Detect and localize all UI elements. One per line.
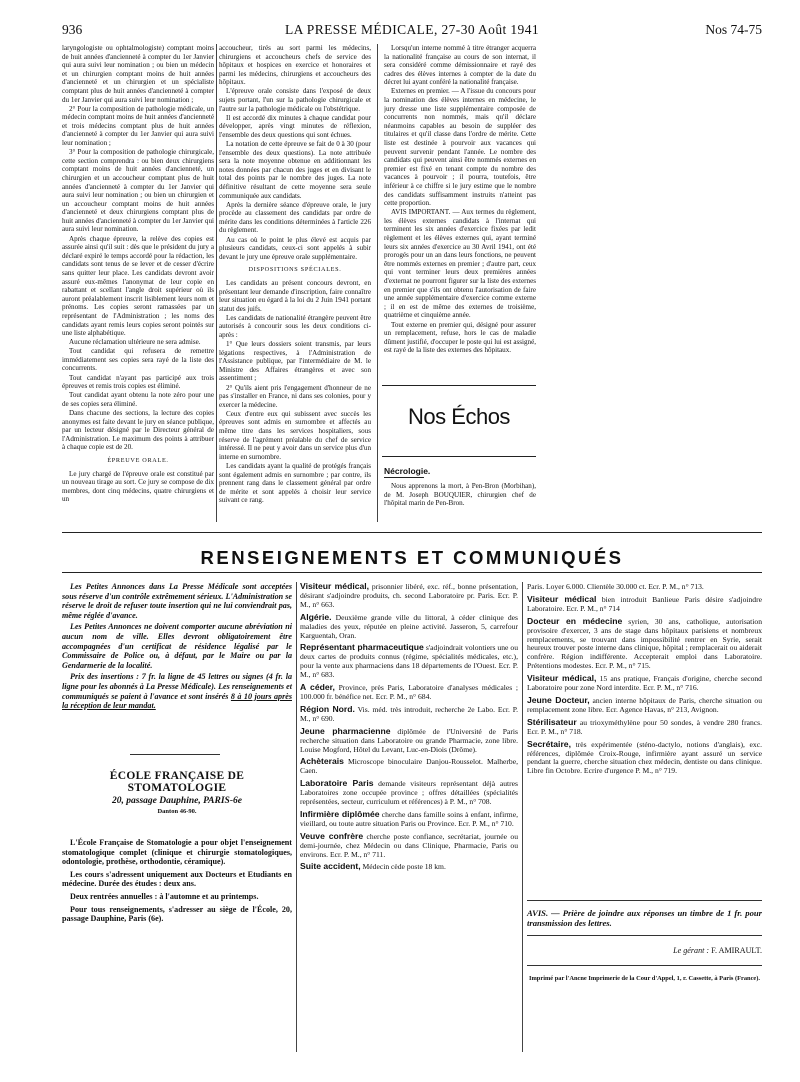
ad-text: très expérimentée (sténo-dactylo, notions d'anglais), exc. références, diplômée Croix-Rouge, infirmière ayant assuré un service pendant la guerre, cherche situation chez médecin, dentiste ou dans clinique. Libre fin Octobre. Ecrire d'urgence P. M., n° 719.	[527, 739, 762, 776]
page-header	[62, 22, 762, 40]
classified-ad	[527, 718, 762, 737]
ad-text: au trioxyméthylène pour 50 sondes, à vendre 280 francs. Ecr. P. M., n° 718.	[527, 717, 762, 736]
article-paragraph: Après la dernière séance d'épreuve orale, le jury procède au classement des candidats par ordre de mérite dans les conditions déterminées à l'article 226 du règlement.	[219, 200, 371, 235]
article-paragraph: Après chaque épreuve, la relève des copies est assurée ainsi qu'il suit : dès que le président du jury a déclaré expiré le temps accordé pour la rédaction, les candidats sont tenus de se lever et de cesser d'écrire sans quitter leur place. Les candidats devront avoir assuré eux-mêmes l'anonymat de leur copie en rabattant et scellant l'angle droit supérieur où ils auront préalablement inscrit lisiblement leurs nom et prénoms. Les copies seront ramassées par un représentant de l'Administration ; les noms des candidats ayant remis leurs copies seront pointés sur une liste alphabétique.	[62, 234, 214, 338]
ad-keyword: Achèterais	[300, 756, 344, 767]
section-rule-top	[62, 532, 762, 533]
printer-line: Imprimé par l'Ancne Imprimerie de la Cour d'Appel, 1, r. Cassette, à Paris (France).	[529, 975, 760, 982]
article-paragraph: laryngologiste ou ophtalmologiste) comptant moins de huit années d'ancienneté à compter du 1er Janvier qui aura suivi leur nomination ; ou bien un médecin et un chirurgien comptant moins de huit années d'ancienneté et un chirurgien et un spécialiste comptant plus de huit années d'ancienneté à compter du 1er Janvier qui aura suivi leur nomination ;	[62, 44, 214, 104]
avis-rule-bottom	[527, 935, 762, 936]
classified-ad	[300, 643, 518, 680]
article-paragraph: Il est accordé dix minutes à chaque candidat pour développer, après vingt minutes de réflexion, l'ensemble des deux questions qui sont échues.	[219, 113, 371, 139]
article-paragraph: 2° Qu'ils aient pris l'engagement d'honneur de ne pas s'installer en France, ni dans ses colonies, pour y exercer la médecine.	[219, 383, 371, 409]
classified-ad	[300, 683, 518, 702]
article-paragraph: La notation de cette épreuve se fait de 0 à 30 (pour l'ensemble des deux questions). La note attribuée sera la note moyenne obtenue en additionnant les notes données par chacun des juges et en divisant le total des points par le nombre des juges. La note définitive résultant de cette moyenne sera seule communiquée aux candidats.	[219, 140, 371, 200]
ad-keyword: Région Nord.	[300, 703, 355, 714]
ad-text: diplômée de l'Université de Paris recherche situation dans Laboratoire ou grande Pharmacie, zone libre. Louise Mogford, Hôtel du Levant, Luc-en-Diois (Drôme).	[300, 726, 518, 754]
ad-keyword: Stérilisateur	[527, 716, 577, 727]
article-paragraph: Tout candidat n'ayant pas participé aux trois épreuves et remis trois copies est éliminé.	[62, 373, 214, 391]
ad-text: Microscope binoculaire Danjou-Rousselot. Malherbe, Caen.	[300, 757, 518, 776]
subsection-heading: DISPOSITIONS SPÉCIALES.	[248, 266, 342, 274]
classified-ad	[300, 582, 518, 610]
ad-text: cherche poste confiance, secrétariat, journée ou demi-journée, chez Médecin ou dans Clinique, Pharmacie, Paris ou environs. Ecr. P. M., n° 711.	[300, 831, 519, 859]
article-column-2	[219, 44, 371, 522]
ecole-text: L'École Française de Stomatologie a pour objet l'enseignement stomatologique complet (clinique et chirurgie stomatologiques, odontologie, prothèse, orthodontie, céramique). Les cours s'adressent uniquement aux Docteurs et Etudiants en médecine. Durée des études : deux ans. Deux rentrées annuelles : à l'automne et au printemps. Pour tous renseignements, s'adresser au siège de l'École, 20, passage Dauphine, Paris (6e).	[62, 838, 292, 924]
classified-ad	[300, 727, 518, 755]
ad-keyword: Laboratoire Paris	[300, 778, 374, 789]
article-paragraph: Lorsqu'un interne nommé à titre étranger acquerra la nationalité française au cours de son internat, il sera considéré comme démissionnaire et rayé des cadres des élèves internes à compter de la date du décret lui ayant conféré la nationalité française.	[384, 44, 536, 87]
ad-text: prisonnier libéré, exc. réf., bonne présentation, désirant s'adjoindre produits, ch. second Laboratoire pr. Paris. Ecr. P. M., n° 663.	[300, 582, 518, 609]
ad-text: Paris. Loyer 6.000. Clientèle 30.000 ct. Ecr. P. M., n° 713.	[527, 582, 704, 591]
ad-keyword: Visiteur médical	[527, 593, 597, 604]
ad-keyword: Jeune Docteur,	[527, 694, 590, 705]
section-title: RENSEIGNEMENTS ET COMMUNIQUÉS	[200, 547, 624, 568]
page-number: 936	[62, 22, 83, 37]
classified-ad	[527, 674, 762, 693]
prix-paragraph: Prix des insertions : 7 fr. la ligne de 45 lettres ou signes (4 fr. la ligne pour les abonnés à La Presse Médicale). Les renseignements et communiqués se paient à l'avance et sont insérés 8 à 10 jours après la réception de leur mandat.	[62, 672, 292, 711]
article-paragraph: Aucune réclamation ultérieure ne sera admise.	[69, 338, 201, 347]
article-paragraph: 1° Que leurs dossiers soient transmis, par leurs légations respectives, à l'Administration de l'Assistance publique, par l'intermédiaire de M. le Ministre des Affaires étrangères et avec son assentiment ;	[219, 340, 371, 383]
article-paragraph: Au cas où le point le plus élevé est acquis par plusieurs candidats, ceux-ci sont appelés à subir devant le jury une épreuve orale supplémentaire.	[219, 235, 371, 261]
divider-rule	[130, 754, 220, 755]
classified-ad	[527, 740, 762, 777]
avis-notice: AVIS. — Prière de joindre aux réponses un timbre de 1 fr. pour transmission des lettres.	[527, 908, 762, 928]
necrologie-heading: Nécrologie.	[384, 466, 431, 476]
ad-text: Médecin cède poste 18 km.	[360, 862, 446, 872]
article-paragraph: L'épreuve orale consiste dans l'exposé de deux sujets portant, l'un sur la pathologie chirurgicale et l'autre sur la pathologie médicale ou l'obstétrique.	[219, 87, 371, 113]
ecole-block	[62, 770, 292, 815]
column-divider	[296, 582, 297, 1052]
ad-keyword: Secrétaire,	[527, 738, 571, 749]
article-paragraph: Les candidats de nationalité étrangère peuvent être autorisés à concourir sous les deux conditions ci-après :	[219, 313, 371, 339]
ad-text: bien introduit Banlieue Paris désire s'adjoindre Laboratoire. Ecr. P. M., n° 714	[527, 594, 762, 613]
ad-keyword: Suite accident,	[300, 861, 361, 872]
ecole-phone: Danton 46-90.	[157, 808, 197, 815]
ad-text: s'adjoindrait volontiers une ou deux cartes de produits connus (régime, spécialités médicales, etc.), pour la vente aux pharmaciens dans 18 départements de l'Ouest. Ecr. P. M., n° 683.	[300, 643, 519, 680]
journal-title: LA PRESSE MÉDICALE, 27-30 Août 1941	[284, 22, 539, 37]
intro-paragraph-1: Les Petites Annonces dans La Presse Médicale sont acceptées sous réserve d'un contrôle extrêmement sérieux. L'Administration se réserve le droit de refuser toute insertion qui ne lui conviendrait pas, même réglée d'avance.	[62, 582, 292, 620]
imprime-rule	[527, 965, 762, 966]
classified-ad	[300, 705, 518, 724]
article-paragraph: AVIS IMPORTANT. — Aux termes du règlement, les élèves externes candidats à l'internat qui terminent les six années d'exercice fixées par ledit règlement et les élèves externes qui, ayant terminé leurs six années d'exercice au 30 Avril 1941, ont été prorogés pour un an dans leurs fonctions, ne peuvent être nommés externes en premier ; d'autre part, ceux qui vont terminer leurs deux premières années d'externat ne pourront figurer sur la liste des externes en premier que s'ils ont obtenu l'autorisation de faire une année supplémentaire d'exercice comme externe ; il en est de même des externes de troisième, quatrième et cinquième année.	[384, 208, 536, 320]
intro-paragraph-2: Les Petites Annonces ne doivent comporter aucune abréviation ni aucun nom de ville. Elles devront obligatoirement être accompagnées d'un certificat de résidence légalisé par le Commissaire de Police ou, à défaut, par le Maire ou par la Gendarmerie de la localité.	[62, 622, 292, 670]
column-divider	[522, 582, 523, 1052]
classified-ad	[300, 757, 518, 776]
article-column-1	[62, 44, 214, 522]
article-paragraph: Tout externe en premier qui, désigné pour assurer un remplacement, refuse, hors le cas de maladie dûment justifié, d'occuper le poste qui lui est assigné, est rayé de la liste des externes des hôpitaux.	[384, 320, 536, 355]
ads-column-3	[527, 582, 762, 779]
ad-keyword: Jeune pharmacienne	[300, 725, 391, 736]
column-divider	[377, 44, 378, 522]
column-divider	[216, 44, 217, 522]
ad-keyword: Veuve confrère	[300, 830, 364, 841]
necrologie-text: Nous apprenons la mort, à Pen-Bron (Morbihan), de M. Joseph BOUQUIER, chirurgien chef de l'hôpital marin de Pen-Bron.	[384, 482, 536, 508]
section-rule-bottom	[62, 572, 762, 573]
article-paragraph: Tout candidat qui refusera de remettre immédiatement ses copies sera rayé de la liste des concurrents.	[62, 347, 214, 373]
article-paragraph: Tout candidat ayant obtenu la note zéro pour une de ses copies sera éliminé.	[62, 391, 214, 408]
annonces-intro	[62, 582, 292, 713]
article-paragraph: Les candidats ayant la qualité de protégés français sont également admis en surnombre ; par contre, ils prennent rang dans le classement général par ordre de mérite et sont appelés à choisir leur service suivant ce rang.	[219, 461, 371, 505]
ad-keyword: Visiteur médical,	[300, 581, 370, 591]
classified-ad	[527, 696, 762, 715]
article-paragraph: 3° Pour la composition de pathologie chirurgicale, cette section comprendra : ou bien deux chirurgiens comptant moins de huit années d'ancienneté, un chirurgien et un accoucheur comptant plus de huit années d'ancienneté à compter du 1er Janvier qui aura suivi leur nomination ; ou bien un chirurgien et un accoucheur comptant moins de huit années d'ancienneté et deux chirurgiens comptant plus de huit années d'ancienneté à compter du 1er Janvier qui aura suivi leur nomination.	[62, 148, 214, 234]
ecole-title: ÉCOLE FRANÇAISE DE STOMATOLOGIE	[109, 770, 245, 794]
ecole-address: 20, passage Dauphine, PARIS-6e	[112, 796, 242, 806]
ad-keyword: Algérie.	[300, 611, 332, 622]
nos-echos-title: Nos Échos	[408, 404, 510, 429]
classified-ad	[527, 595, 762, 614]
ad-keyword: A céder,	[300, 682, 335, 693]
ad-keyword: Visiteur médical,	[527, 673, 597, 684]
ad-text: Province, près Paris, Laboratoire d'analyses médicales ; 100.000 fr. bénéfice net. Ecr. P. M., n° 684.	[300, 683, 519, 701]
classified-ad	[527, 582, 762, 592]
gerant-line: Le gérant : F. AMIRAULT.	[673, 946, 762, 955]
article-paragraph: Les candidats au présent concours devront, en présentant leur demande d'inscription, faire connaître leur situation eu égard à la loi du 2 Juin 1941 portant statut des juifs.	[219, 278, 371, 313]
subsection-heading: ÉPREUVE ORALE.	[107, 456, 169, 464]
ad-keyword: Infirmière diplômée	[300, 808, 380, 819]
ad-text: Deuxième grande ville du littoral, à céder clinique des maladies des yeux, réputée en pleine activité. Jasseron, 5, carrefour Karguentah, Oran.	[300, 612, 518, 640]
article-paragraph: Externes en premier. — A l'issue du concours pour la nomination des élèves internes en médecine, le jury dresse une liste supplémentaire composée de concurrents non nommés, mais qu'il déclare néanmoins capables au besoin de suppléer des titulaires et qu'il classe dans l'ordre de mérite. Cette liste est destinée à pourvoir aux vacances qui peuvent survenir pendant l'année. Le nombre des candidats qui peuvent ainsi être nommés externes en premier est fixé en tenant compte du nombre des vacances à pourvoir ; il pourra, toutefois, être inférieur à ce chiffre si le jury estime que le nombre des candidats suffisamment instruits n'atteint pas cette proportion.	[384, 87, 536, 208]
article-paragraph: Ceux d'entre eux qui subissent avec succès les épreuves sont admis en surnombre et affectés au même titre dans les services hospitaliers, sous réserve de l'agrément préalable du chef de service intéressé. Il ne peut y avoir dans un service plus d'un interne en surnombre.	[219, 409, 371, 461]
classified-ad	[300, 832, 518, 860]
ad-text: demande visiteurs représentant déjà autres Laboratoires zone occupée province ; offres détaillées (spécialités représentées, secteur, curriculum et références) à P. M., n° 708.	[300, 779, 518, 807]
classified-ad	[300, 779, 518, 807]
ad-keyword: Docteur en médecine	[527, 615, 623, 626]
avis-rule-top	[527, 900, 762, 901]
necrologie-underline	[384, 477, 424, 478]
classified-ad	[300, 810, 518, 829]
article-paragraph: accoucheur, tirés au sort parmi les médecins, chirurgiens et accoucheurs chefs de service des hôpitaux et hospices en exercice et honoraires et parmi les médecins, chirurgiens et accoucheurs des hôpitaux.	[219, 44, 371, 87]
classified-ad	[527, 617, 762, 671]
ad-text: cherche dans famille soins à enfant, infirme, vieillard, ou toute autre situation Paris ou Province. Ecr. P. M., n° 710.	[300, 809, 518, 828]
classified-ad	[300, 613, 518, 641]
ad-text: syrien, 30 ans, catholique, autorisation provisoire d'exercer, 3 ans de stage dans hôpitaux parisiens et nombreux remplacements, se trouvant dans impossibilité rentrer en Syrie, serait heureux trouver poste interne dans clinique, hôpital ; remplacerait ou aiderait confrère. Région indifférente. Accepterait emploi dans Laboratoire. Prétentions modestes. Ecr. P. M., n° 715.	[527, 616, 762, 671]
issue-number: Nos 74-75	[705, 22, 762, 37]
article-paragraph: Le jury chargé de l'épreuve orale est constitué par un nouveau tirage au sort. Ce jury se compose de dix membres, dont cinq médecins, quatre chirurgiens et un	[62, 469, 214, 504]
ad-keyword: Représentant pharmaceutique	[300, 642, 424, 653]
article-paragraph: 2° Pour la composition de pathologie médicale, un médecin comptant moins de huit années d'ancienneté et trois médecins comptant plus de huit années d'ancienneté à compter du 1er Janvier qui aura suivi leur nomination ;	[62, 104, 214, 148]
article-paragraph: Dans chacune des sections, la lecture des copies anonymes est faite devant le jury en séance publique, par un lecteur désigné par le Directeur général de l'Administration. Le maximum des points à attribuer à chaque copie est de 20.	[62, 408, 214, 452]
nos-echos-box	[382, 385, 536, 457]
ad-text: ancien interne hôpitaux de Paris, cherche situation ou remplacement zone libre. Ecr. Agence Havas, n° 213, Avignon.	[527, 695, 762, 714]
ad-text: Vis. méd. très introduit, recherche 2e Labo. Ecr. P. M., n° 690.	[300, 704, 518, 723]
ad-text: 15 ans pratique, Français d'origine, cherche second Laboratoire pour zone Nord interdite. Ecr. P. M., n° 716.	[527, 674, 762, 693]
classified-ad	[300, 862, 518, 872]
ads-column-2	[300, 582, 518, 875]
